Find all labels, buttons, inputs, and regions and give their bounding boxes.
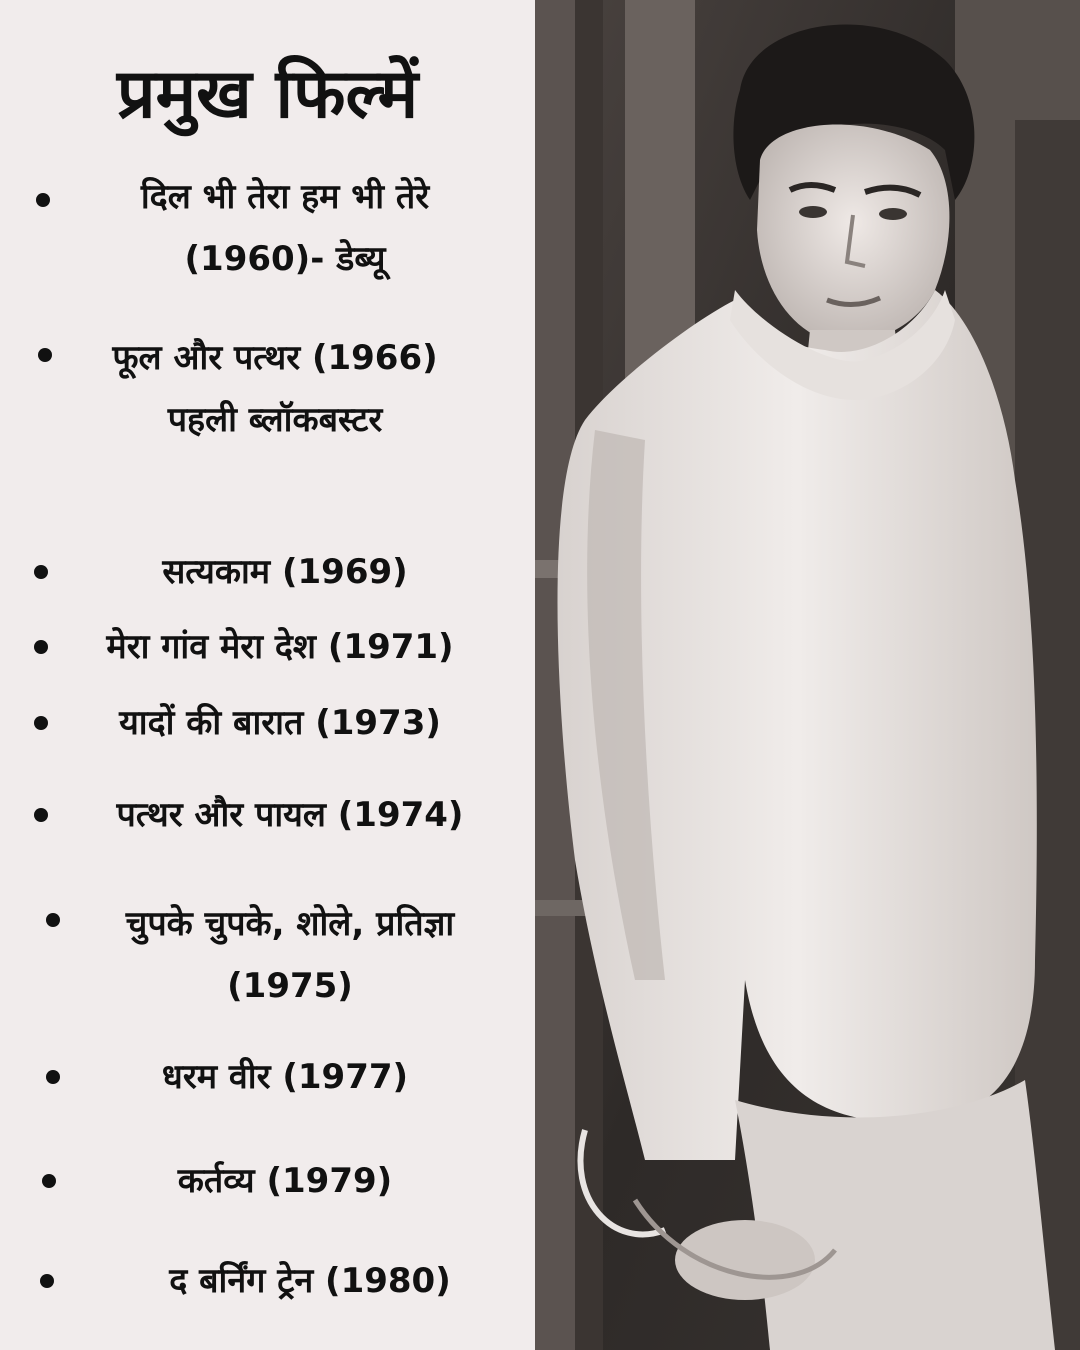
bullet-icon <box>34 716 48 730</box>
bullet-icon <box>34 808 48 822</box>
film-title: धरम वीर (1977) <box>161 1057 409 1097</box>
portrait-illustration <box>535 0 1080 1350</box>
film-title: फूल और पत्थर (1966) पहली ब्लॉकबस्टर <box>112 338 438 440</box>
bullet-icon <box>40 1274 54 1288</box>
bullet-icon <box>34 565 48 579</box>
bullet-icon <box>46 1070 60 1084</box>
bullet-icon <box>42 1174 56 1188</box>
bullet-icon <box>36 193 50 207</box>
film-title: चुपके चुपके, शोले, प्रतिज्ञा (1975) <box>125 904 455 1006</box>
film-list-panel <box>0 0 535 1350</box>
page-title: प्रमुख फिल्में <box>116 55 419 134</box>
film-title: दिल भी तेरा हम भी तेरे (1960)- डेब्यू <box>140 177 430 279</box>
film-title: द बर्निंग ट्रेन (1980) <box>169 1261 451 1301</box>
bullet-icon <box>46 913 60 927</box>
film-title: पत्थर और पायल (1974) <box>116 795 464 835</box>
film-title: सत्यकाम (1969) <box>162 552 408 592</box>
film-title: यादों की बारात (1973) <box>119 703 441 743</box>
bullet-icon <box>38 348 52 362</box>
portrait-photo <box>535 0 1080 1350</box>
bullet-icon <box>34 640 48 654</box>
film-title: मेरा गांव मेरा देश (1971) <box>106 627 454 667</box>
film-title: कर्तव्य (1979) <box>177 1161 393 1201</box>
